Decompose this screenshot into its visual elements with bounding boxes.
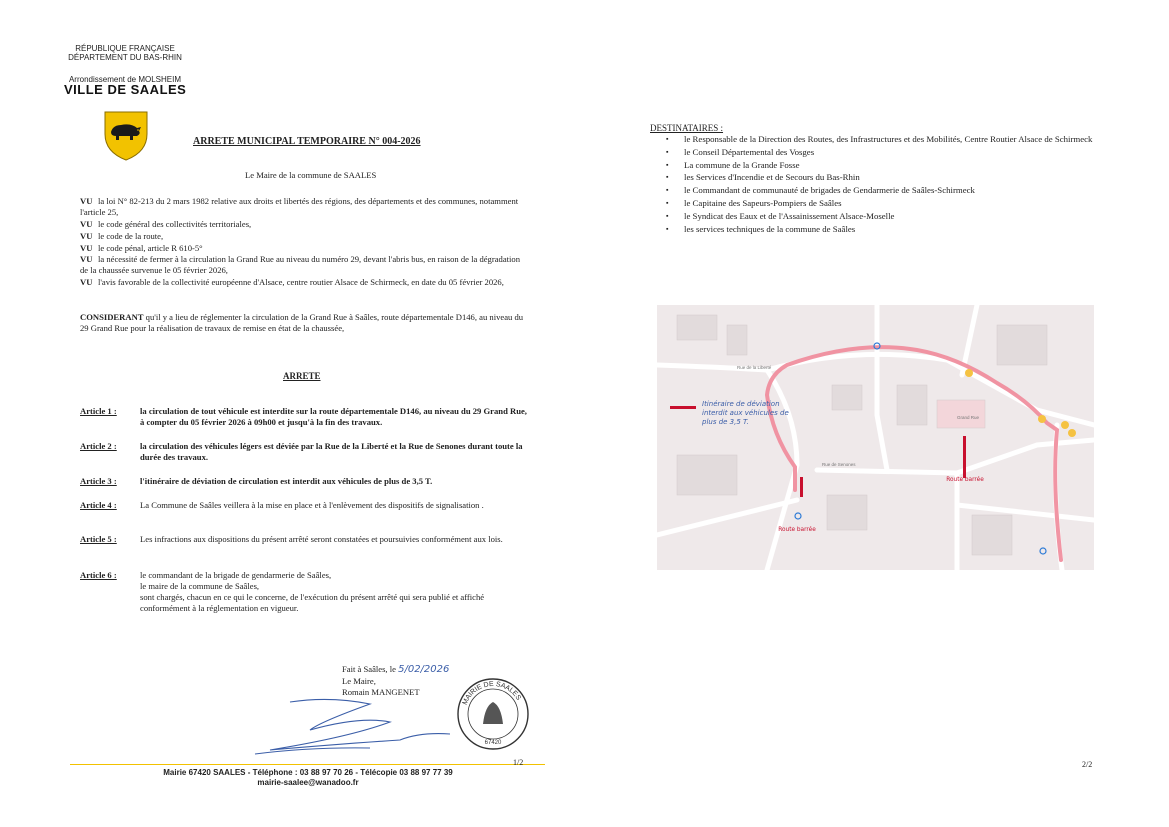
considerant-label: CONSIDERANT xyxy=(80,312,144,322)
signature-name: Romain MANGENET xyxy=(342,687,420,697)
considerant-text: qu'il y a lieu de réglementer la circulation de la Grand Rue à Saâles, route départementale D146, au niveau du 29 Grand Rue pour la réalisation de travaux de remise en état de la chaussée, xyxy=(80,312,524,333)
vu-item xyxy=(80,219,530,230)
city-name: VILLE DE SAALES xyxy=(64,82,187,97)
stamp-text: MAIRIE DE SAALES xyxy=(461,680,522,707)
closed-road-marker xyxy=(963,436,966,478)
handwritten-signature xyxy=(250,692,490,767)
article-5-text: Les infractions aux dispositions du présent arrêté seront constatées et poursuivies conformément aux lois. xyxy=(140,534,503,544)
article-6-line: sont chargés, chacun en ce qui le concerne, de l'exécution du présent arrêté qui sera publié et affiché conformément à la réglementation en vigueur. xyxy=(140,592,485,613)
vu-text: l'avis favorable de la collectivité européenne d'Alsace, centre routier Alsace de Schirmeck, en date du 05 février 2026, xyxy=(98,277,504,287)
mairie-stamp xyxy=(455,676,531,757)
arrondissement-label: Arrondissement de MOLSHEIM xyxy=(68,75,182,84)
vu-text: le code pénal, article R 610-5° xyxy=(98,243,203,253)
street-label: Grand Rue xyxy=(957,415,980,420)
signature-role: Le Maire, xyxy=(342,676,376,686)
republic-label: RÉPUBLIQUE FRANÇAISE xyxy=(75,44,175,53)
vu-label: VU xyxy=(80,277,93,287)
article-3-label: Article 3 : xyxy=(80,476,117,486)
recipients-block xyxy=(650,123,1110,235)
article-1-label: Article 1 : xyxy=(80,406,117,416)
article-6-text xyxy=(140,570,532,614)
article-6-line: le maire de la commune de Saâles, xyxy=(140,581,260,591)
coat-of-arms-logo xyxy=(103,110,149,167)
article-2-text: la circulation des véhicules légers est déviée par la Rue de la Liberté et la Rue de Senones durant toute la durée des travaux. xyxy=(140,441,523,462)
vu-item xyxy=(80,277,530,288)
decree-title: ARRETE MUNICIPAL TEMPORAIRE N° 004-2026 xyxy=(193,136,421,147)
footer-email: mairie-saalee@wanadoo.fr xyxy=(257,778,359,787)
footer-contact: Mairie 67420 SAALES - Téléphone : 03 88 97 70 26 - Télécopie 03 88 97 77 39 xyxy=(163,768,453,777)
mayor-line: Le Maire de la commune de SAALES xyxy=(245,170,377,180)
vu-text: le code général des collectivités territoriales, xyxy=(98,219,252,229)
vu-text: la nécessité de fermer à la circulation la Grand Rue au niveau du numéro 29, devant l'abris bus, en raison de la dégradation de la chaussée survenue le 05 février 2026, xyxy=(80,254,521,275)
recipient-item: ▪ La commune de la Grande Fosse xyxy=(650,159,1110,172)
department-label: DÉPARTEMENT DU BAS-RHIN xyxy=(68,53,182,62)
handwritten-date: 5/02/2026 xyxy=(398,664,450,675)
article-4-text: La Commune de Saâles veillera à la mise en place et à l'enlèvement des dispositifs de signalisation . xyxy=(140,500,484,510)
vu-item xyxy=(80,196,530,218)
article-6-line: le commandant de la brigade de gendarmerie de Saâles, xyxy=(140,570,332,580)
vu-label: VU xyxy=(80,196,93,206)
vu-label: VU xyxy=(80,231,93,241)
recipient-item: ▪ les services techniques de la commune de Saâles xyxy=(650,223,1110,236)
map-drawing xyxy=(657,305,1094,570)
vu-item xyxy=(80,243,530,254)
page-number-right: 2/2 xyxy=(1082,760,1093,769)
legend-line xyxy=(670,406,696,409)
road-closed-label-2: Route barrée xyxy=(946,477,984,483)
signature-place-date xyxy=(342,664,449,675)
article-6-label: Article 6 : xyxy=(80,570,117,580)
street-label: Rue de la Liberté xyxy=(737,365,772,370)
arrete-heading: ARRETE xyxy=(283,371,321,381)
deviation-legend-note: Itinéraire de déviation interdit aux véhicules de plus de 3,5 T. xyxy=(702,400,789,426)
recipient-item: ▪ le Commandant de communauté de brigades de Gendarmerie de Saâles-Schirmeck xyxy=(650,184,1110,197)
recipient-item: ▪ le Responsable de la Direction des Routes, des Infrastructures et des Mobilités, Centre Routier Alsace de Schirmeck xyxy=(650,133,1110,146)
article-3-text: l'itinéraire de déviation de circulation est interdit aux véhicules de plus de 3,5 T. xyxy=(140,476,433,486)
recipients-list xyxy=(650,133,1110,235)
footer-rule xyxy=(70,764,545,765)
road-closed-label-1: Route barrée xyxy=(778,527,816,533)
vu-item xyxy=(80,254,530,276)
considerant-paragraph xyxy=(80,312,530,334)
deviation-map xyxy=(657,305,1094,570)
vu-text: le code de la route, xyxy=(98,231,164,241)
recipient-item: ▪ le Conseil Départemental des Vosges xyxy=(650,146,1110,159)
article-4-label: Article 4 : xyxy=(80,500,117,510)
article-5-label: Article 5 : xyxy=(80,534,117,544)
stamp-postcode: 67420 xyxy=(484,740,502,746)
recipient-item: ▪ le Capitaine des Sapeurs-Pompiers de Saâles xyxy=(650,197,1110,210)
vu-label: VU xyxy=(80,243,93,253)
recipient-item: ▪ les Services d'Incendie et de Secours du Bas-Rhin xyxy=(650,171,1110,184)
vu-item xyxy=(80,231,530,242)
recipient-item: ▪ le Syndicat des Eaux et de l'Assainissement Alsace-Moselle xyxy=(650,210,1110,223)
vu-label: VU xyxy=(80,254,93,264)
recipients-heading: DESTINATAIRES : xyxy=(650,123,724,133)
page-number-left: 1/2 xyxy=(513,758,524,767)
vu-label: VU xyxy=(80,219,93,229)
done-at-label: Fait à Saâles, le xyxy=(342,664,396,674)
closed-road-marker xyxy=(800,477,803,497)
article-1-text: la circulation de tout véhicule est interdite sur la route départementale D146, au niveau du 29 Grand Rue, à compter du 05 février 2026 à 09h00 et jusqu'à la fin des travaux. xyxy=(140,406,527,427)
street-label: Rue de Senones xyxy=(822,462,856,467)
article-2-label: Article 2 : xyxy=(80,441,117,451)
vu-text: la loi N° 82-213 du 2 mars 1982 relative aux droits et libertés des régions, des départements et des communes, notamment l'article 25, xyxy=(80,196,519,217)
